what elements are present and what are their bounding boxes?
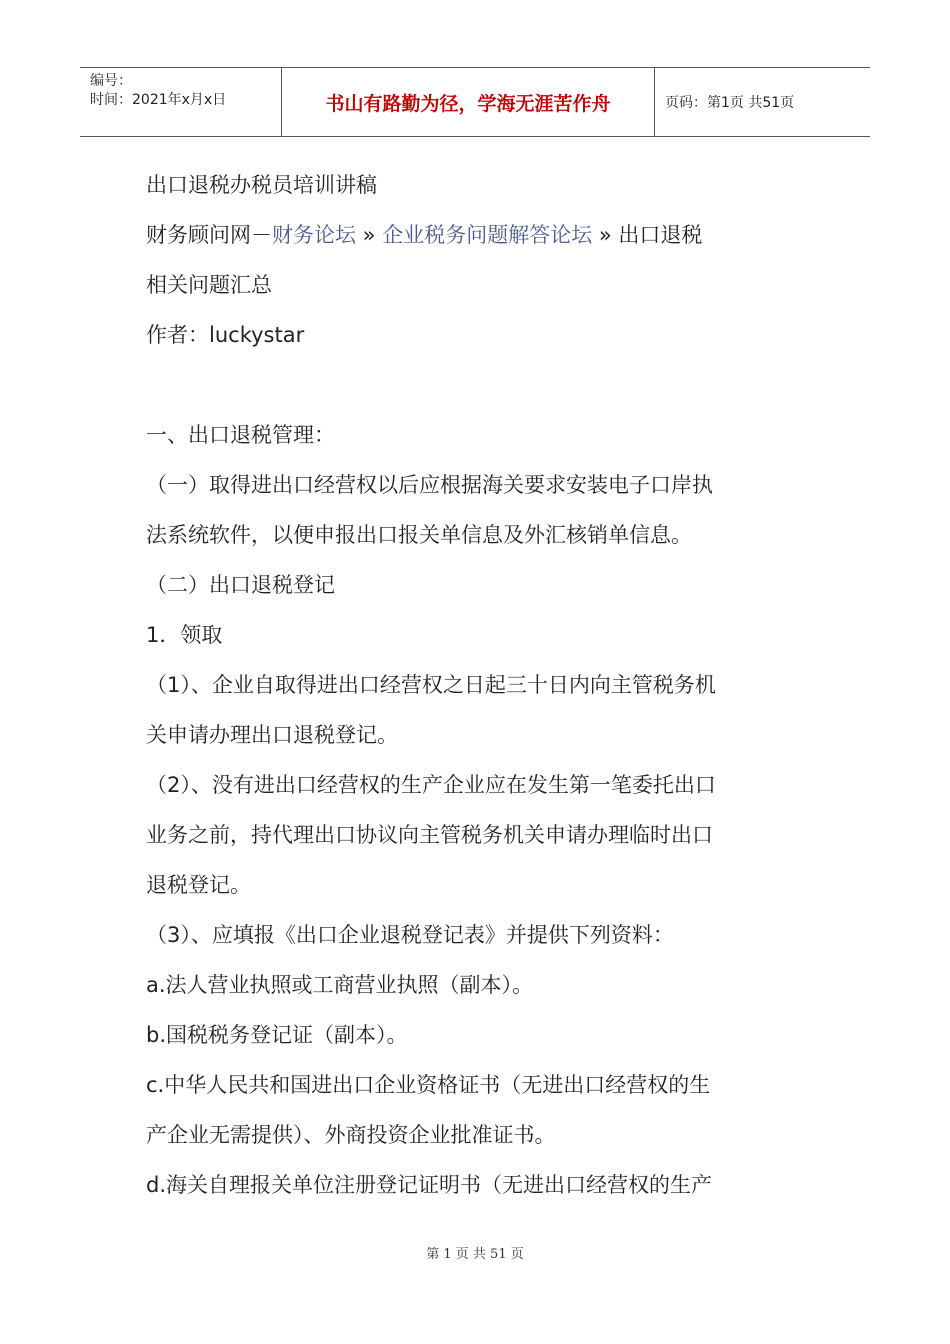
breadcrumb-tail: 出口退税 — [618, 223, 703, 247]
body-line: （2）、没有进出口经营权的生产企业应在发生第一笔委托出口 — [146, 773, 716, 797]
body-line: 产企业无需提供）、外商投资企业批准证书。 — [146, 1123, 556, 1147]
body-line: a.法人营业执照或工商营业执照（副本）。 — [146, 973, 534, 997]
time-label: 时间：2021年x月x日 — [90, 92, 227, 108]
breadcrumb-link-tax-forum[interactable]: 企业税务问题解答论坛 — [382, 223, 593, 247]
body-line: （二）出口退税登记 — [146, 573, 335, 597]
body-line: c.中华人民共和国进出口企业资格证书（无进出口经营权的生 — [146, 1073, 711, 1097]
breadcrumb — [146, 210, 816, 260]
body-line: （1）、企业自取得进出口经营权之日起三十日内向主管税务机 — [146, 673, 716, 697]
header-meta — [80, 68, 282, 136]
body-line: 业务之前，持代理出口协议向主管税务机关申请办理临时出口 — [146, 823, 713, 847]
body-line: 退税登记。 — [146, 873, 251, 897]
body-line: （3）、应填报《出口企业退税登记表》并提供下列资料： — [146, 923, 674, 947]
blank-line — [146, 360, 816, 410]
doc-title: 出口退税办税员培训讲稿 — [146, 173, 377, 197]
body-line: b.国税税务登记证（副本）。 — [146, 1023, 408, 1047]
breadcrumb-sep: » — [356, 223, 383, 247]
number-label: 编号： — [90, 73, 132, 89]
header-page-info: 页码：第1页 共51页 — [665, 95, 795, 111]
body-line: 1．领取 — [146, 623, 223, 647]
body-line: （一）取得进出口经营权以后应根据海关要求安装电子口岸执 — [146, 473, 713, 497]
body-line: d.海关自理报关单位注册登记证明书（无进出口经营权的生产 — [146, 1173, 713, 1197]
document-body — [146, 160, 816, 1210]
breadcrumb-prefix: 财务顾问网－ — [146, 223, 272, 247]
body-line: 一、出口退税管理： — [146, 423, 335, 447]
body-line: 法系统软件，以便申报出口报关单信息及外汇核销单信息。 — [146, 523, 692, 547]
breadcrumb-link-forum[interactable]: 财务论坛 — [272, 223, 356, 247]
author: 作者：luckystar — [146, 323, 305, 347]
breadcrumb-tail-cont: 相关问题汇总 — [146, 273, 272, 297]
page-footer: 第 1 页 共 51 页 — [426, 1247, 524, 1262]
body-line: 关申请办理出口退税登记。 — [146, 723, 398, 747]
breadcrumb-sep: » — [592, 223, 619, 247]
page-header — [80, 67, 870, 137]
body-lines — [146, 410, 816, 1210]
header-motto: 书山有路勤为径，学海无涯苦作舟 — [282, 68, 655, 136]
